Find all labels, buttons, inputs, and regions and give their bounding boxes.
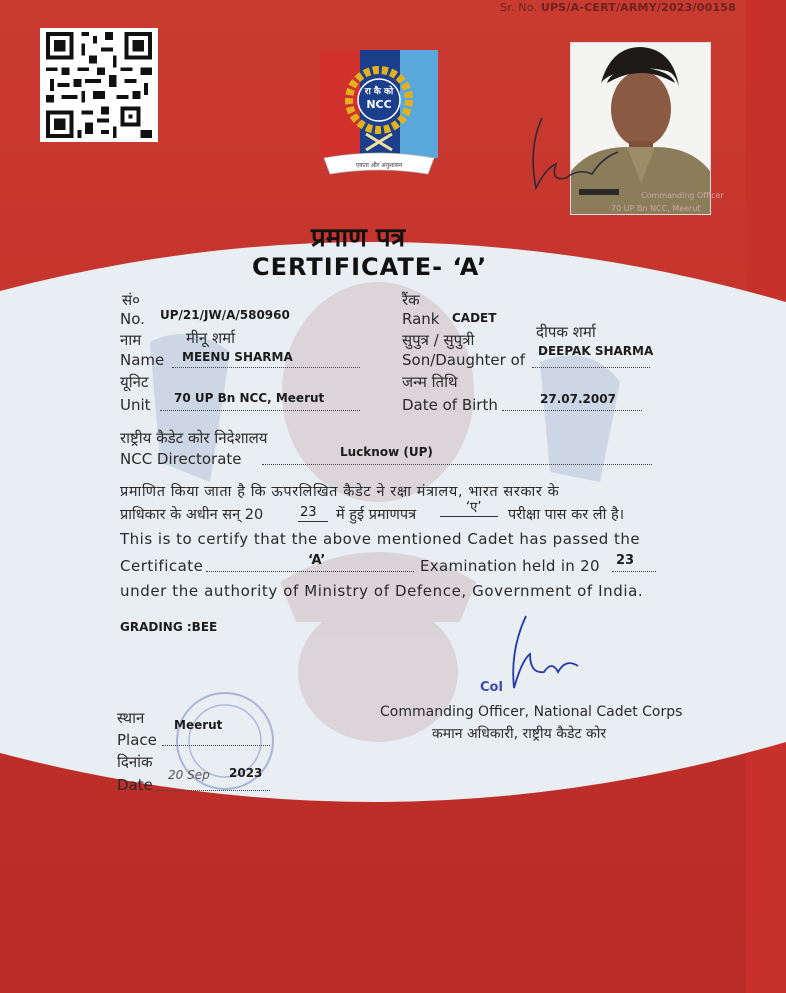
serial-number [500, 1, 736, 14]
body-hindi-cert: ‘ए’ [466, 500, 482, 515]
name-label: Name [120, 351, 165, 369]
co-designation-hindi: कमान अधिकारी, राष्ट्रीय कैडेट कोर [432, 726, 607, 742]
no-label-hindi: सं० [122, 291, 140, 309]
co-designation-english: Commanding Officer, National Cadet Corps [380, 704, 683, 720]
place-label-hindi: स्थान [117, 709, 145, 727]
date-day: 20 Sep [168, 768, 210, 782]
body-english-line1: This is to certify that the above mentioned Cadet has passed the [120, 530, 641, 548]
grading: GRADING :BEE [120, 620, 218, 634]
unit-label-hindi: यूनिट [120, 373, 149, 391]
unit-label: Unit [120, 396, 151, 414]
body-hindi-line2a: प्राधिकार के अधीन सन् 20 [120, 507, 264, 523]
directorate-label-hindi: राष्ट्रीय कैडेट कोर निदेशालय [120, 429, 268, 447]
date-label-hindi: दिनांक [117, 753, 153, 771]
body-hindi-line2c: परीक्षा पास कर ली है। [508, 507, 625, 523]
hindi-year-underline [298, 521, 328, 522]
emblem-motto: एकता और अनुशासन [355, 162, 403, 169]
hindi-cert-underline [440, 516, 498, 517]
co-signature [500, 610, 590, 700]
place-dotted-line [162, 745, 270, 746]
no-label: No. [120, 310, 145, 328]
co-signature-top [522, 108, 632, 198]
name-value: MEENU SHARMA [182, 350, 293, 364]
title-hindi: प्रमाण पत्र [311, 223, 406, 253]
no-value: UP/21/JW/A/580960 [160, 308, 290, 322]
body-hindi-year: 23 [300, 505, 317, 520]
title-english: CERTIFICATE- ‘A’ [252, 253, 488, 281]
date-label: Date [117, 776, 153, 794]
directorate-label: NCC Directorate [120, 450, 242, 468]
date-year: 2023 [229, 766, 263, 780]
rank-value: CADET [452, 311, 497, 325]
parent-value: DEEPAK SHARMA [538, 344, 654, 358]
parent-dotted-line [532, 367, 650, 368]
place-value: Meerut [174, 718, 223, 732]
dob-value: 27.07.2007 [540, 392, 616, 406]
date-dotted-line [156, 790, 270, 791]
body-hindi-line1: प्रमाणित किया जाता है कि ऊपरलिखित कैडेट ने रक्षा मंत्रालय, भारत सरकार के [120, 484, 560, 500]
cert-dotted-line [206, 571, 414, 572]
name-dotted-line [172, 367, 360, 368]
photo-stamp-line2: 70 UP Bn NCC, Meerut [611, 204, 701, 213]
parent-label-hindi: सुपुत्र / सुपुत्री [402, 331, 475, 349]
name-label-hindi: नाम [120, 331, 142, 349]
dob-label-hindi: जन्म तिथि [402, 373, 458, 391]
body-english-line3: under the authority of Ministry of Defence, Government of India. [120, 582, 644, 600]
parent-value-hindi: दीपक शर्मा [536, 323, 596, 341]
qr-code [40, 28, 158, 142]
serial-value: UPS/A-CERT/ARMY/2023/00158 [540, 1, 736, 14]
place-label: Place [117, 731, 157, 749]
parent-label: Son/Daughter of [402, 351, 526, 369]
directorate-dotted-line [262, 464, 652, 465]
dob-label: Date of Birth [402, 396, 498, 414]
signatory-rank: Col [480, 680, 503, 695]
emblem-hindi: रा कै को [364, 87, 394, 97]
dob-dotted-line [502, 410, 642, 411]
unit-dotted-line [160, 410, 360, 411]
ncc-emblem [316, 46, 442, 184]
body-english-line2b: Examination held in 20 [420, 557, 600, 575]
body-english-year: 23 [616, 553, 635, 568]
emblem-abbr: NCC [366, 98, 392, 111]
body-hindi-line2b: में हुई प्रमाणपत्र [336, 507, 417, 523]
directorate-value: Lucknow (UP) [340, 445, 433, 459]
photo-stamp-line1: Commanding Officer [641, 191, 724, 200]
rank-label: Rank [402, 310, 440, 328]
body-english-line2a: Certificate [120, 557, 204, 575]
unit-value: 70 UP Bn NCC, Meerut [174, 391, 325, 405]
rank-label-hindi: रैंक [402, 291, 420, 309]
year-dotted-line [612, 571, 656, 572]
body-english-cert: ‘A’ [308, 553, 326, 568]
serial-label: Sr. No. [500, 1, 538, 14]
name-value-hindi: मीनू शर्मा [186, 329, 236, 347]
